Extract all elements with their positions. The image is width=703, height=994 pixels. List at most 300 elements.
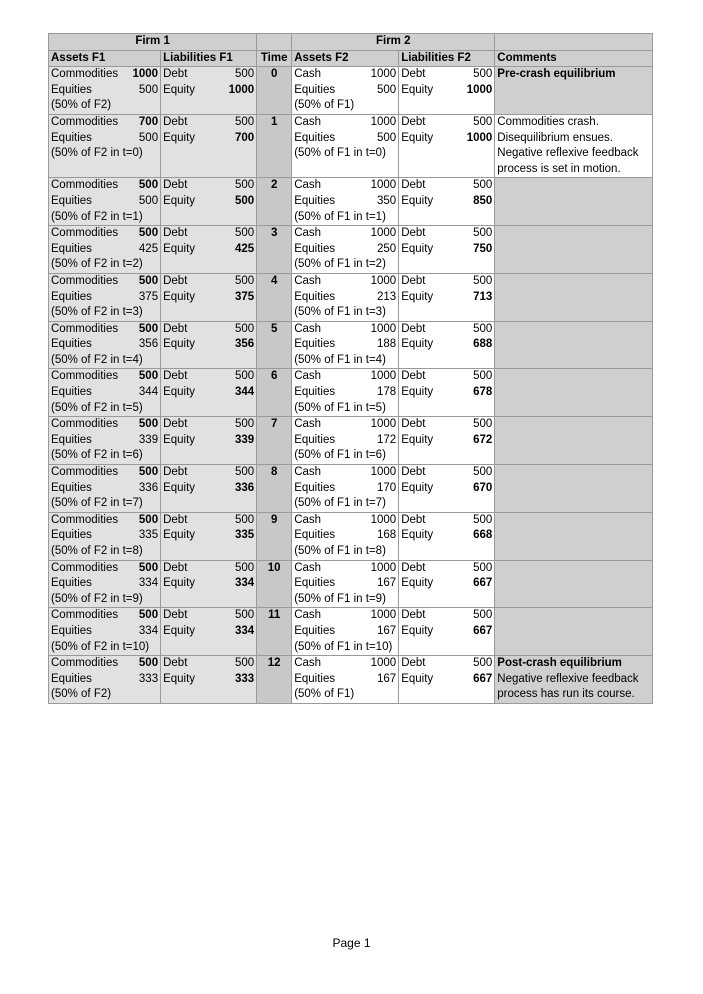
f1-holding-note: (50% of F2 in t=1)	[49, 210, 161, 226]
f1-empty	[161, 210, 227, 226]
comment-empty	[495, 194, 653, 210]
comment-empty	[495, 512, 653, 528]
f2-equities-value: 167	[366, 624, 399, 640]
f1-asset-value: 500	[131, 369, 161, 385]
f2-debt-value: 500	[465, 273, 495, 289]
f1-empty	[161, 592, 227, 608]
col-time: Time	[257, 50, 292, 67]
f1-debt-label: Debt	[161, 417, 227, 433]
f2-debt-value: 500	[465, 656, 495, 672]
f1-debt-label: Debt	[161, 114, 227, 130]
comment-line: Post-crash equilibrium	[495, 656, 653, 672]
table-row	[49, 512, 653, 528]
comment-empty	[495, 226, 653, 242]
f2-empty	[399, 353, 465, 369]
f2-empty	[399, 496, 465, 512]
f1-debt-label: Debt	[161, 321, 227, 337]
f1-debt-label: Debt	[161, 178, 227, 194]
col-liabilities-f2: Liabilities F2	[399, 50, 495, 67]
f2-equities-label: Equities	[292, 131, 366, 147]
f1-equity-label: Equity	[161, 290, 227, 306]
f2-equities-value: 213	[366, 290, 399, 306]
table-row	[49, 560, 653, 576]
f1-equities-label: Equities	[49, 672, 131, 688]
f2-debt-label: Debt	[399, 512, 465, 528]
f1-empty	[161, 687, 227, 703]
comment-empty	[495, 417, 653, 433]
comment-empty	[495, 273, 653, 289]
header-row-firms	[49, 34, 653, 51]
table-row	[49, 672, 653, 688]
comment-empty	[495, 321, 653, 337]
time-empty	[257, 210, 292, 226]
f1-debt-value: 500	[227, 608, 257, 624]
f2-equities-label: Equities	[292, 242, 366, 258]
f2-cash-value: 1000	[366, 67, 399, 83]
f2-debt-label: Debt	[399, 465, 465, 481]
comment-empty	[495, 353, 653, 369]
f1-equities-label: Equities	[49, 194, 131, 210]
f1-holding-note: (50% of F2 in t=2)	[49, 257, 161, 273]
f2-holding-note: (50% of F1 in t=10)	[292, 640, 399, 656]
f2-empty	[399, 257, 465, 273]
f2-equities-value: 178	[366, 385, 399, 401]
f1-asset-value: 500	[131, 273, 161, 289]
time-empty	[257, 146, 292, 162]
f2-holding-note: (50% of F1 in t=3)	[292, 305, 399, 321]
comment-empty	[495, 496, 653, 512]
f1-holding-note: (50% of F2)	[49, 98, 161, 114]
comment-empty	[495, 560, 653, 576]
f2-equity-label: Equity	[399, 83, 465, 99]
f1-empty	[227, 448, 257, 464]
f2-equities-label: Equities	[292, 576, 366, 592]
f2-equities-label: Equities	[292, 194, 366, 210]
f1-equities-value: 500	[131, 131, 161, 147]
f2-debt-label: Debt	[399, 417, 465, 433]
f2-empty	[399, 687, 465, 703]
f2-debt-value: 500	[465, 114, 495, 130]
f2-equities-value: 167	[366, 672, 399, 688]
f1-equities-value: 336	[131, 481, 161, 497]
f1-holding-note: (50% of F2 in t=4)	[49, 353, 161, 369]
time-value: 4	[257, 273, 292, 289]
f1-debt-label: Debt	[161, 67, 227, 83]
table-row	[49, 67, 653, 83]
f2-equity-label: Equity	[399, 433, 465, 449]
f2-equity-label: Equity	[399, 131, 465, 147]
f2-cash-value: 1000	[366, 114, 399, 130]
f2-cash-value: 1000	[366, 465, 399, 481]
f2-cash-label: Cash	[292, 465, 366, 481]
f2-equity-value: 1000	[465, 83, 495, 99]
f2-empty	[465, 496, 495, 512]
time-empty	[257, 544, 292, 560]
f1-equities-value: 375	[131, 290, 161, 306]
f2-debt-value: 500	[465, 226, 495, 242]
f2-equity-value: 668	[465, 528, 495, 544]
f1-equities-label: Equities	[49, 385, 131, 401]
time-value: 2	[257, 178, 292, 194]
f1-equity-value: 375	[227, 290, 257, 306]
table-row	[49, 608, 653, 624]
f2-equities-label: Equities	[292, 672, 366, 688]
f2-empty	[399, 162, 465, 178]
col-assets-f2: Assets F2	[292, 50, 399, 67]
f2-empty	[465, 146, 495, 162]
comment-line: Commodities crash.	[495, 114, 653, 130]
f1-equity-value: 1000	[227, 83, 257, 99]
f2-equities-label: Equities	[292, 433, 366, 449]
f1-debt-value: 500	[227, 417, 257, 433]
comment-empty	[495, 465, 653, 481]
f1-equities-value: 334	[131, 576, 161, 592]
time-empty	[257, 672, 292, 688]
comment-empty	[495, 290, 653, 306]
time-empty	[257, 481, 292, 497]
comment-empty	[495, 401, 653, 417]
f1-equity-value: 356	[227, 337, 257, 353]
f2-equities-label: Equities	[292, 385, 366, 401]
f2-empty	[292, 162, 366, 178]
f2-equities-label: Equities	[292, 481, 366, 497]
time-empty	[257, 83, 292, 99]
f2-debt-label: Debt	[399, 114, 465, 130]
f1-asset-label: Commodities	[49, 114, 131, 130]
f1-empty	[49, 162, 131, 178]
f2-cash-value: 1000	[366, 512, 399, 528]
time-empty	[257, 433, 292, 449]
f2-cash-value: 1000	[366, 178, 399, 194]
f1-empty	[131, 162, 161, 178]
f1-asset-label: Commodities	[49, 226, 131, 242]
f2-equity-value: 850	[465, 194, 495, 210]
time-empty	[257, 290, 292, 306]
f2-debt-value: 500	[465, 465, 495, 481]
f2-cash-label: Cash	[292, 321, 366, 337]
f2-equity-label: Equity	[399, 337, 465, 353]
f1-debt-label: Debt	[161, 369, 227, 385]
f1-equity-value: 334	[227, 576, 257, 592]
f1-empty	[227, 98, 257, 114]
comment-empty	[495, 83, 653, 99]
comment-line: Negative reflexive feedback	[495, 672, 653, 688]
f1-asset-value: 500	[131, 656, 161, 672]
f1-debt-value: 500	[227, 656, 257, 672]
table-row	[49, 576, 653, 592]
f1-debt-label: Debt	[161, 560, 227, 576]
time-empty	[257, 131, 292, 147]
f2-equities-value: 350	[366, 194, 399, 210]
f1-asset-value: 500	[131, 465, 161, 481]
f1-equity-label: Equity	[161, 83, 227, 99]
table-row	[49, 162, 653, 178]
f1-equity-value: 344	[227, 385, 257, 401]
f2-cash-value: 1000	[366, 656, 399, 672]
f1-equities-label: Equities	[49, 481, 131, 497]
f2-debt-value: 500	[465, 178, 495, 194]
comment-empty	[495, 576, 653, 592]
table-row	[49, 305, 653, 321]
f2-equities-value: 172	[366, 433, 399, 449]
f2-debt-value: 500	[465, 321, 495, 337]
table-row	[49, 592, 653, 608]
f1-empty	[227, 640, 257, 656]
f2-equity-label: Equity	[399, 290, 465, 306]
page-number: Page 1	[332, 936, 371, 950]
f1-equity-label: Equity	[161, 433, 227, 449]
f1-empty	[161, 448, 227, 464]
table-row	[49, 114, 653, 130]
f1-equity-value: 334	[227, 624, 257, 640]
table-row	[49, 83, 653, 99]
table-row	[49, 210, 653, 226]
time-empty	[257, 162, 292, 178]
f1-empty	[161, 162, 227, 178]
table-row	[49, 242, 653, 258]
f2-debt-label: Debt	[399, 67, 465, 83]
table-row	[49, 656, 653, 672]
f1-equities-value: 344	[131, 385, 161, 401]
f1-equities-label: Equities	[49, 83, 131, 99]
f1-asset-value: 500	[131, 226, 161, 242]
f1-empty	[161, 496, 227, 512]
f1-equity-label: Equity	[161, 672, 227, 688]
f2-equities-value: 500	[366, 131, 399, 147]
f2-empty	[465, 544, 495, 560]
table-row	[49, 433, 653, 449]
table-row	[49, 465, 653, 481]
col-comments: Comments	[495, 50, 653, 67]
f1-empty	[227, 592, 257, 608]
comment-empty	[495, 528, 653, 544]
table-row	[49, 369, 653, 385]
f1-equity-label: Equity	[161, 385, 227, 401]
f2-holding-note: (50% of F1 in t=9)	[292, 592, 399, 608]
time-value: 5	[257, 321, 292, 337]
time-empty	[257, 528, 292, 544]
f1-empty	[161, 640, 227, 656]
f2-empty	[465, 305, 495, 321]
f1-debt-value: 500	[227, 512, 257, 528]
table-row	[49, 640, 653, 656]
time-empty	[257, 401, 292, 417]
f2-equity-value: 667	[465, 576, 495, 592]
time-value: 3	[257, 226, 292, 242]
f2-equity-value: 750	[465, 242, 495, 258]
f1-asset-value: 500	[131, 560, 161, 576]
f1-debt-value: 500	[227, 321, 257, 337]
comment-empty	[495, 369, 653, 385]
f1-asset-label: Commodities	[49, 417, 131, 433]
col-assets-f1: Assets F1	[49, 50, 161, 67]
f2-equity-value: 678	[465, 385, 495, 401]
comment-line: process is set in motion.	[495, 162, 653, 178]
f1-asset-value: 500	[131, 512, 161, 528]
f2-debt-value: 500	[465, 608, 495, 624]
f1-debt-value: 500	[227, 114, 257, 130]
f2-debt-value: 500	[465, 512, 495, 528]
f1-empty	[227, 687, 257, 703]
f2-empty	[399, 640, 465, 656]
time-empty	[257, 305, 292, 321]
time-value: 12	[257, 656, 292, 672]
f2-equity-label: Equity	[399, 481, 465, 497]
f1-asset-label: Commodities	[49, 560, 131, 576]
f2-empty	[465, 257, 495, 273]
table-row	[49, 544, 653, 560]
balance-sheet-table	[48, 33, 653, 704]
time-value: 7	[257, 417, 292, 433]
table-row	[49, 98, 653, 114]
f2-empty	[399, 401, 465, 417]
time-empty	[257, 353, 292, 369]
f1-empty	[227, 146, 257, 162]
f1-equities-label: Equities	[49, 433, 131, 449]
f1-asset-value: 500	[131, 321, 161, 337]
table-row	[49, 131, 653, 147]
f2-equity-value: 713	[465, 290, 495, 306]
f2-equities-value: 500	[366, 83, 399, 99]
f2-holding-note: (50% of F1 in t=2)	[292, 257, 399, 273]
f2-holding-note: (50% of F1)	[292, 687, 399, 703]
time-empty	[257, 448, 292, 464]
f1-holding-note: (50% of F2 in t=9)	[49, 592, 161, 608]
f2-empty	[399, 592, 465, 608]
f1-holding-note: (50% of F2)	[49, 687, 161, 703]
f2-cash-label: Cash	[292, 226, 366, 242]
time-empty	[257, 592, 292, 608]
f2-equity-label: Equity	[399, 194, 465, 210]
f2-equity-value: 667	[465, 624, 495, 640]
f1-equities-label: Equities	[49, 337, 131, 353]
f2-cash-label: Cash	[292, 656, 366, 672]
comment-line: Disequilibrium ensues.	[495, 131, 653, 147]
f1-asset-label: Commodities	[49, 608, 131, 624]
comment-empty	[495, 433, 653, 449]
comment-empty	[495, 448, 653, 464]
f1-equities-value: 500	[131, 194, 161, 210]
f1-equities-value: 335	[131, 528, 161, 544]
f2-debt-value: 500	[465, 560, 495, 576]
table-row	[49, 417, 653, 433]
f1-equities-label: Equities	[49, 576, 131, 592]
f1-debt-value: 500	[227, 465, 257, 481]
f1-debt-value: 500	[227, 560, 257, 576]
table-row	[49, 194, 653, 210]
f1-equity-label: Equity	[161, 528, 227, 544]
f2-cash-label: Cash	[292, 369, 366, 385]
f2-holding-note: (50% of F1 in t=8)	[292, 544, 399, 560]
f1-asset-value: 500	[131, 608, 161, 624]
f1-empty	[161, 401, 227, 417]
f1-debt-value: 500	[227, 273, 257, 289]
table-row	[49, 353, 653, 369]
time-value: 0	[257, 67, 292, 83]
f1-asset-value: 500	[131, 178, 161, 194]
f2-cash-value: 1000	[366, 417, 399, 433]
f2-empty	[465, 687, 495, 703]
f2-empty	[399, 146, 465, 162]
f2-cash-label: Cash	[292, 417, 366, 433]
comment-empty	[495, 337, 653, 353]
table-row	[49, 385, 653, 401]
f1-equities-label: Equities	[49, 624, 131, 640]
comment-empty	[495, 98, 653, 114]
f2-equities-label: Equities	[292, 528, 366, 544]
f2-holding-note: (50% of F1 in t=4)	[292, 353, 399, 369]
f2-equities-value: 170	[366, 481, 399, 497]
f1-empty	[227, 401, 257, 417]
time-empty	[257, 687, 292, 703]
time-empty	[257, 385, 292, 401]
f2-equity-value: 688	[465, 337, 495, 353]
f1-holding-note: (50% of F2 in t=8)	[49, 544, 161, 560]
f1-holding-note: (50% of F2 in t=3)	[49, 305, 161, 321]
f1-equities-label: Equities	[49, 290, 131, 306]
f2-empty	[399, 544, 465, 560]
table-row	[49, 273, 653, 289]
f1-equities-label: Equities	[49, 242, 131, 258]
col-liabilities-f1: Liabilities F1	[161, 50, 257, 67]
f1-equity-value: 333	[227, 672, 257, 688]
f2-cash-value: 1000	[366, 273, 399, 289]
f1-empty	[227, 496, 257, 512]
f1-empty	[161, 257, 227, 273]
table-row	[49, 624, 653, 640]
f1-empty	[227, 305, 257, 321]
f1-holding-note: (50% of F2 in t=0)	[49, 146, 161, 162]
f2-cash-value: 1000	[366, 608, 399, 624]
f1-equity-label: Equity	[161, 194, 227, 210]
table-row	[49, 257, 653, 273]
comment-empty	[495, 210, 653, 226]
f2-empty	[465, 401, 495, 417]
f1-asset-value: 700	[131, 114, 161, 130]
table-row	[49, 337, 653, 353]
time-empty	[257, 576, 292, 592]
comment-empty	[495, 624, 653, 640]
firm2-header: Firm 2	[292, 34, 495, 51]
f2-cash-label: Cash	[292, 560, 366, 576]
comment-line: Negative reflexive feedback	[495, 146, 653, 162]
f1-asset-value: 1000	[131, 67, 161, 83]
f2-empty	[465, 640, 495, 656]
firm1-header: Firm 1	[49, 34, 257, 51]
f2-empty	[465, 98, 495, 114]
f2-equity-value: 670	[465, 481, 495, 497]
f1-equities-value: 425	[131, 242, 161, 258]
f2-empty	[399, 210, 465, 226]
f2-equity-label: Equity	[399, 624, 465, 640]
f1-debt-label: Debt	[161, 608, 227, 624]
table-row	[49, 321, 653, 337]
f1-equity-value: 336	[227, 481, 257, 497]
table-row	[49, 687, 653, 703]
f2-empty	[366, 162, 399, 178]
f2-cash-label: Cash	[292, 512, 366, 528]
f1-asset-label: Commodities	[49, 369, 131, 385]
f2-empty	[465, 353, 495, 369]
table-row	[49, 226, 653, 242]
table-row	[49, 146, 653, 162]
f2-equity-value: 1000	[465, 131, 495, 147]
f2-equity-value: 667	[465, 672, 495, 688]
f2-cash-value: 1000	[366, 321, 399, 337]
time-empty	[257, 640, 292, 656]
f2-equity-value: 672	[465, 433, 495, 449]
time-empty	[257, 242, 292, 258]
